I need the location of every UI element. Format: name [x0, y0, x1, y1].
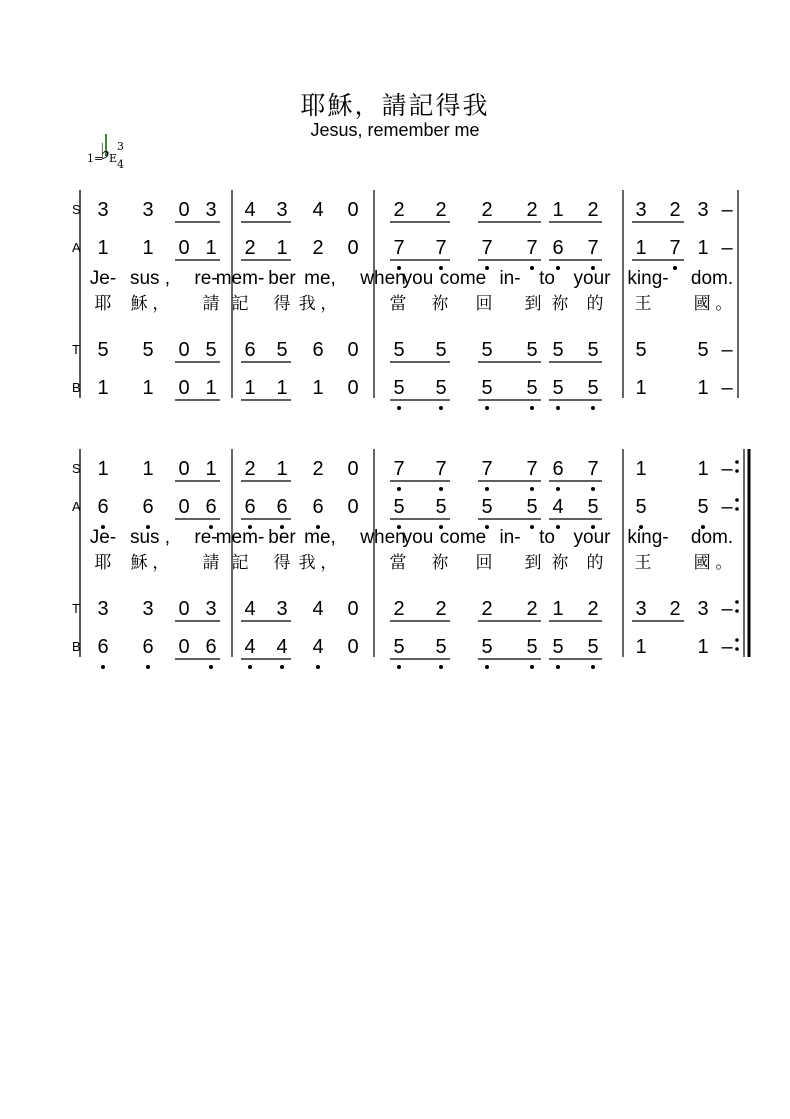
lyric-chinese: 的 — [586, 294, 604, 313]
octave-dot — [146, 665, 150, 669]
octave-dot — [439, 487, 443, 491]
note: 5 — [526, 339, 538, 361]
lyric-chinese: 請 — [202, 553, 220, 572]
note: 5 — [526, 636, 538, 658]
lyric-chinese: 當 — [389, 294, 407, 313]
octave-dot — [591, 665, 595, 669]
note: 2 — [393, 199, 405, 221]
note: 7 — [587, 237, 599, 259]
note: 6 — [142, 636, 154, 658]
note: 0 — [178, 377, 190, 399]
lyric-english: come — [439, 268, 487, 289]
note: 4 — [552, 496, 564, 518]
octave-dot — [485, 406, 489, 410]
lyric-chinese: 得 — [273, 294, 291, 313]
sustain-dash: – — [721, 237, 733, 259]
note: 7 — [435, 458, 447, 480]
note: 5 — [552, 636, 564, 658]
lyric-chinese: 王 — [634, 553, 652, 572]
sustain-dash: – — [721, 598, 733, 620]
note: 6 — [312, 339, 324, 361]
octave-dot — [530, 665, 534, 669]
note: 1 — [276, 458, 288, 480]
octave-dot — [530, 525, 534, 529]
note: 0 — [178, 496, 190, 518]
note: 1 — [276, 377, 288, 399]
octave-dot — [485, 665, 489, 669]
note: 5 — [552, 377, 564, 399]
note: 0 — [347, 496, 359, 518]
note: 0 — [347, 377, 359, 399]
note: 1 — [697, 237, 709, 259]
flat-icon: ♭ — [100, 140, 111, 165]
note: 5 — [435, 339, 447, 361]
note: 5 — [393, 496, 405, 518]
note: 5 — [276, 339, 288, 361]
lyric-english: you — [402, 268, 434, 289]
lyric-chinese: 記 — [231, 553, 249, 572]
note: 3 — [276, 598, 288, 620]
note: 5 — [393, 339, 405, 361]
key-do-label: 1= — [87, 152, 104, 165]
note: 5 — [435, 377, 447, 399]
note: 6 — [552, 458, 564, 480]
lyric-chinese: 到 — [524, 294, 542, 313]
sustain-dash: – — [721, 377, 733, 399]
lyric-chinese: 耶 — [94, 553, 112, 572]
lyric-english: ber — [268, 268, 296, 289]
note: 1 — [276, 237, 288, 259]
repeat-dot — [735, 647, 739, 651]
lyric-chinese: 請 — [202, 294, 220, 313]
lyric-chinese: 我 ， — [298, 294, 338, 313]
note: 5 — [142, 339, 154, 361]
note: 3 — [205, 199, 217, 221]
lyric-english: dom. — [690, 268, 734, 289]
octave-dot — [316, 665, 320, 669]
note: 0 — [178, 598, 190, 620]
lyric-english: king- — [627, 268, 669, 289]
note: 1 — [142, 458, 154, 480]
lyric-chinese: 穌 ， — [130, 553, 170, 572]
octave-dot — [397, 665, 401, 669]
sustain-dash: – — [721, 496, 733, 518]
octave-dot — [209, 665, 213, 669]
octave-dot — [439, 665, 443, 669]
note: 2 — [587, 598, 599, 620]
voice-label: B — [72, 639, 81, 654]
note: 0 — [178, 636, 190, 658]
note: 6 — [312, 496, 324, 518]
time-signature-denominator: 4 — [117, 158, 124, 171]
octave-dot — [591, 406, 595, 410]
note: 5 — [697, 339, 709, 361]
note: 6 — [97, 496, 109, 518]
note: 7 — [393, 237, 405, 259]
octave-dot — [556, 266, 560, 270]
note: 5 — [97, 339, 109, 361]
note: 2 — [481, 199, 493, 221]
octave-dot — [439, 406, 443, 410]
lyric-chinese: 穌 ， — [130, 294, 170, 313]
note: 5 — [587, 339, 599, 361]
note: 3 — [276, 199, 288, 221]
note: 6 — [244, 496, 256, 518]
voice-label: T — [72, 601, 80, 616]
note: 2 — [435, 199, 447, 221]
note: 1 — [697, 377, 709, 399]
lyric-chinese: 王 — [634, 294, 652, 313]
lyric-chinese: 的 — [586, 553, 604, 572]
note: 2 — [526, 199, 538, 221]
note: 2 — [312, 458, 324, 480]
note: 5 — [635, 496, 647, 518]
note: 2 — [526, 598, 538, 620]
lyric-english: in- — [499, 268, 521, 289]
note: 5 — [697, 496, 709, 518]
note: 0 — [178, 237, 190, 259]
note: 6 — [205, 496, 217, 518]
note: 3 — [142, 199, 154, 221]
note: 3 — [142, 598, 154, 620]
note: 6 — [244, 339, 256, 361]
note: 5 — [587, 377, 599, 399]
voice-label: A — [72, 240, 81, 255]
sustain-dash: – — [721, 339, 733, 361]
note: 7 — [526, 458, 538, 480]
lyric-chinese: 記 — [231, 294, 249, 313]
note: 5 — [481, 339, 493, 361]
note: 1 — [205, 458, 217, 480]
sustain-dash: – — [721, 458, 733, 480]
note: 1 — [552, 598, 564, 620]
note: 1 — [244, 377, 256, 399]
lyric-english: re- — [194, 268, 218, 289]
repeat-dot — [735, 600, 739, 604]
sustain-dash: – — [721, 199, 733, 221]
lyric-english: you — [402, 527, 434, 548]
note: 3 — [205, 598, 217, 620]
note: 2 — [244, 458, 256, 480]
note: 0 — [347, 339, 359, 361]
note: 6 — [205, 636, 217, 658]
lyric-english: sus , — [129, 268, 171, 289]
lyric-english: come — [439, 527, 487, 548]
repeat-dot — [735, 469, 739, 473]
repeat-dot — [735, 609, 739, 613]
note: 2 — [587, 199, 599, 221]
octave-dot — [530, 487, 534, 491]
note: 4 — [244, 199, 256, 221]
time-signature-numerator: 3 — [117, 140, 124, 153]
note: 1 — [205, 377, 217, 399]
repeat-dot — [735, 507, 739, 511]
note: 5 — [587, 496, 599, 518]
lyric-chinese: 耶 — [94, 294, 112, 313]
song-subtitle: Jesus, remember me — [310, 120, 480, 140]
lyric-english: your — [573, 268, 611, 289]
octave-dot — [591, 487, 595, 491]
note: 5 — [205, 339, 217, 361]
octave-dot — [280, 665, 284, 669]
note: 4 — [312, 199, 324, 221]
note: 0 — [347, 199, 359, 221]
lyric-english: when — [360, 527, 406, 548]
octave-dot — [485, 487, 489, 491]
note: 1 — [97, 377, 109, 399]
lyric-english: mem- — [215, 268, 265, 289]
voice-label: A — [72, 499, 81, 514]
note: 1 — [97, 237, 109, 259]
song-title: 耶穌，請記得我 — [300, 91, 490, 120]
note: 4 — [244, 598, 256, 620]
lyric-english: mem- — [215, 527, 265, 548]
lyric-english: to — [539, 527, 555, 548]
note: 3 — [635, 598, 647, 620]
note: 3 — [635, 199, 647, 221]
note: 5 — [481, 496, 493, 518]
octave-dot — [248, 665, 252, 669]
note: 2 — [244, 237, 256, 259]
note: 0 — [347, 598, 359, 620]
lyric-chinese: 回 — [475, 553, 493, 572]
note: 4 — [312, 636, 324, 658]
lyric-english: dom. — [690, 527, 734, 548]
note: 7 — [481, 458, 493, 480]
note: 5 — [393, 636, 405, 658]
octave-dot — [530, 266, 534, 270]
note: 7 — [669, 237, 681, 259]
octave-dot — [673, 266, 677, 270]
lyric-english: Je- — [89, 527, 117, 548]
repeat-dot — [735, 638, 739, 642]
note: 7 — [526, 237, 538, 259]
lyric-chinese: 祢 — [551, 294, 569, 313]
note: 0 — [178, 458, 190, 480]
key-note: E — [109, 152, 118, 165]
voice-label: B — [72, 380, 81, 395]
note: 2 — [312, 237, 324, 259]
note: 5 — [635, 339, 647, 361]
note: 4 — [276, 636, 288, 658]
lyric-chinese: 當 — [389, 553, 407, 572]
note: 1 — [697, 636, 709, 658]
note: 2 — [669, 598, 681, 620]
lyric-chinese: 祢 — [551, 553, 569, 572]
note: 1 — [635, 636, 647, 658]
octave-dot — [101, 665, 105, 669]
note: 1 — [552, 199, 564, 221]
note: 0 — [178, 199, 190, 221]
lyric-chinese: 祢 — [431, 294, 449, 313]
note: 7 — [587, 458, 599, 480]
note: 1 — [142, 237, 154, 259]
lyric-chinese: 得 — [273, 553, 291, 572]
octave-dot — [556, 525, 560, 529]
note: 2 — [435, 598, 447, 620]
lyric-english: ber — [268, 527, 296, 548]
note: 3 — [97, 199, 109, 221]
lyric-chinese: 國 。 — [693, 294, 733, 313]
lyric-english: to — [539, 268, 555, 289]
note: 5 — [526, 496, 538, 518]
octave-dot — [556, 406, 560, 410]
lyric-chinese: 到 — [524, 553, 542, 572]
note: 3 — [697, 199, 709, 221]
lyric-english: me, — [304, 527, 336, 548]
note: 1 — [697, 458, 709, 480]
lyric-english: your — [573, 527, 611, 548]
lyric-english: in- — [499, 527, 521, 548]
octave-dot — [397, 487, 401, 491]
note: 7 — [481, 237, 493, 259]
lyric-english: king- — [627, 527, 669, 548]
note: 1 — [312, 377, 324, 399]
note: 7 — [393, 458, 405, 480]
lyric-english: me, — [304, 268, 336, 289]
lyric-english: re- — [194, 527, 218, 548]
lyric-english: Je- — [89, 268, 117, 289]
note: 2 — [669, 199, 681, 221]
note: 0 — [178, 339, 190, 361]
note: 0 — [347, 636, 359, 658]
note: 5 — [587, 636, 599, 658]
note: 1 — [635, 237, 647, 259]
sustain-dash: – — [721, 636, 733, 658]
voice-label: T — [72, 342, 80, 357]
note: 1 — [97, 458, 109, 480]
note: 3 — [697, 598, 709, 620]
note: 0 — [347, 458, 359, 480]
note: 1 — [142, 377, 154, 399]
lyric-chinese: 國 。 — [693, 553, 733, 572]
note: 2 — [481, 598, 493, 620]
note: 3 — [97, 598, 109, 620]
note: 0 — [347, 237, 359, 259]
note: 5 — [393, 377, 405, 399]
note: 6 — [552, 237, 564, 259]
note: 4 — [244, 636, 256, 658]
note: 5 — [526, 377, 538, 399]
note: 5 — [481, 636, 493, 658]
note: 5 — [552, 339, 564, 361]
note: 5 — [481, 377, 493, 399]
octave-dot — [397, 406, 401, 410]
repeat-dot — [735, 498, 739, 502]
note: 6 — [142, 496, 154, 518]
voice-label: S — [72, 461, 81, 476]
note: 5 — [435, 496, 447, 518]
lyric-chinese: 回 — [475, 294, 493, 313]
note: 1 — [635, 377, 647, 399]
note: 6 — [276, 496, 288, 518]
voice-label: S — [72, 202, 81, 217]
note: 5 — [435, 636, 447, 658]
note: 1 — [635, 458, 647, 480]
octave-dot — [556, 487, 560, 491]
note: 6 — [97, 636, 109, 658]
lyric-chinese: 祢 — [431, 553, 449, 572]
note: 2 — [393, 598, 405, 620]
octave-dot — [556, 665, 560, 669]
lyric-chinese: 我 ， — [298, 553, 338, 572]
lyric-english: when — [360, 268, 406, 289]
note: 7 — [435, 237, 447, 259]
note: 1 — [205, 237, 217, 259]
lyric-english: sus , — [129, 527, 171, 548]
note: 4 — [312, 598, 324, 620]
octave-dot — [530, 406, 534, 410]
repeat-dot — [735, 460, 739, 464]
